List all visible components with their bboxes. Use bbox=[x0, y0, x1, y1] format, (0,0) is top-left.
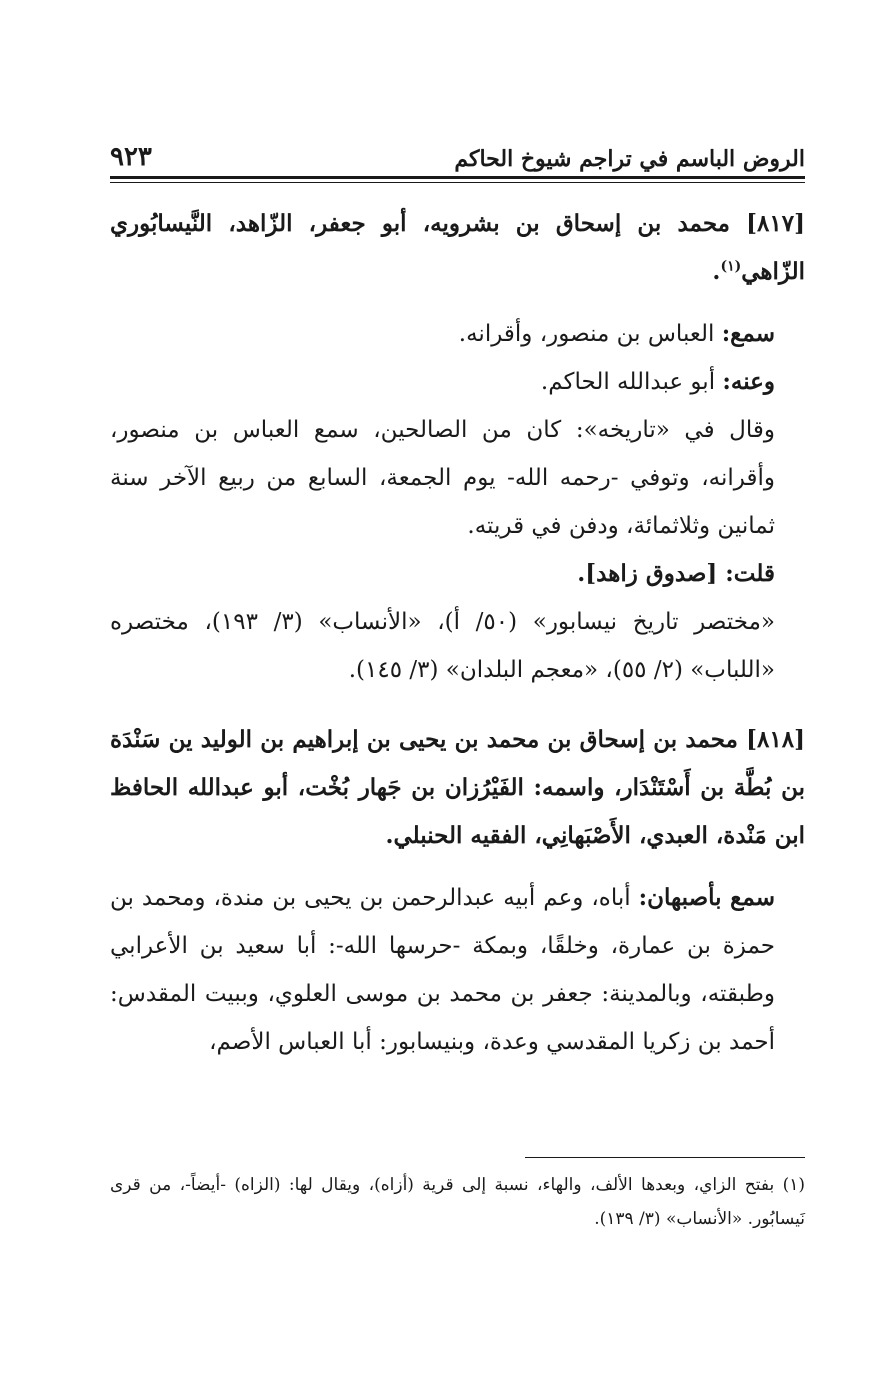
page-number: ٩٢٣ bbox=[110, 142, 152, 172]
footnote-1: (١) بفتح الزاي، وبعدها الألف، والهاء، نسبة إلى قرية (أزاه)، ويقال لها: (الزاه) -أيضاً-، من قرى نَيسابُور. «الأنساب» (٣/ ١٣٩). bbox=[110, 1175, 805, 1229]
sami-label: سمع: bbox=[721, 320, 775, 347]
footnote-ref[interactable]: (١) bbox=[720, 258, 742, 275]
entry-817-anhu: وعنه: أبو عبدالله الحاكم. bbox=[540, 368, 775, 395]
entry-817-qultu: قلت: [صدوق زاهد]. bbox=[577, 560, 775, 587]
page-body bbox=[110, 200, 805, 1066]
entry-817-sami: سمع: العباس بن منصور، وأقرانه. bbox=[458, 320, 775, 347]
header-rule-thick bbox=[110, 176, 805, 179]
entry-818-heading: [٨١٨] محمد بن إسحاق بن محمد بن يحيى بن إبراهيم بن الوليد ين سَنْدَة بن بُطَّة بن أَسْتَنْدَار، واسمه: الفَيْرُزان بن جَهار بُخْت، أبو عبدالله الحافظ ابن مَنْدة، العبدي، الأَصْبَهانِي، الفقيه الحنبلي. bbox=[110, 726, 805, 849]
sami-label: سمع بأصبهان: bbox=[638, 884, 775, 911]
page-header bbox=[110, 132, 805, 172]
entry-817-heading: [٨١٧] محمد بن إسحاق بن بشرويه، أبو جعفر، الزّاهد، النَّيسابُوري الزّاهي$^{(١)}$. bbox=[110, 210, 805, 285]
footnotes bbox=[110, 1168, 805, 1236]
entry-817-qala: وقال في «تاريخه»: كان من الصالحين، سمع العباس بن منصور، وأقرانه، وتوفي -رحمه الله- يوم الجمعة، السابع من ربيع الآخر سنة ثمانين وثلاثمائة، ودفن في قريته. bbox=[110, 417, 775, 539]
anhu-label: وعنه: bbox=[722, 368, 775, 395]
entry-817-sources: «مختصر تاريخ نيسابور» (٥٠/ أ)، «الأنساب» (٣/ ١٩٣)، مختصره «اللباب» (٢/ ٥٥)، «معجم البلدان» (٣/ ١٤٥). bbox=[110, 609, 775, 683]
entry-818-sami: سمع بأصبهان: أباه، وعم أبيه عبدالرحمن بن يحيى بن مندة، ومحمد بن حمزة بن عمارة، وخلقًا، وبمكة -حرسها الله-: أبا سعيد بن الأعرابي وطبقته، وبالمدينة: جعفر بن محمد بن موسى العلوي، وببيت المقدس: أحمد بن زكريا المقدسي وعدة، وبنيسابور: أبا العباس الأصم، bbox=[110, 884, 775, 1055]
footnote-separator bbox=[525, 1157, 805, 1158]
running-title: الروض الباسم في تراجم شيوخ الحاكم bbox=[454, 146, 805, 172]
header-rule-thin bbox=[110, 182, 805, 183]
